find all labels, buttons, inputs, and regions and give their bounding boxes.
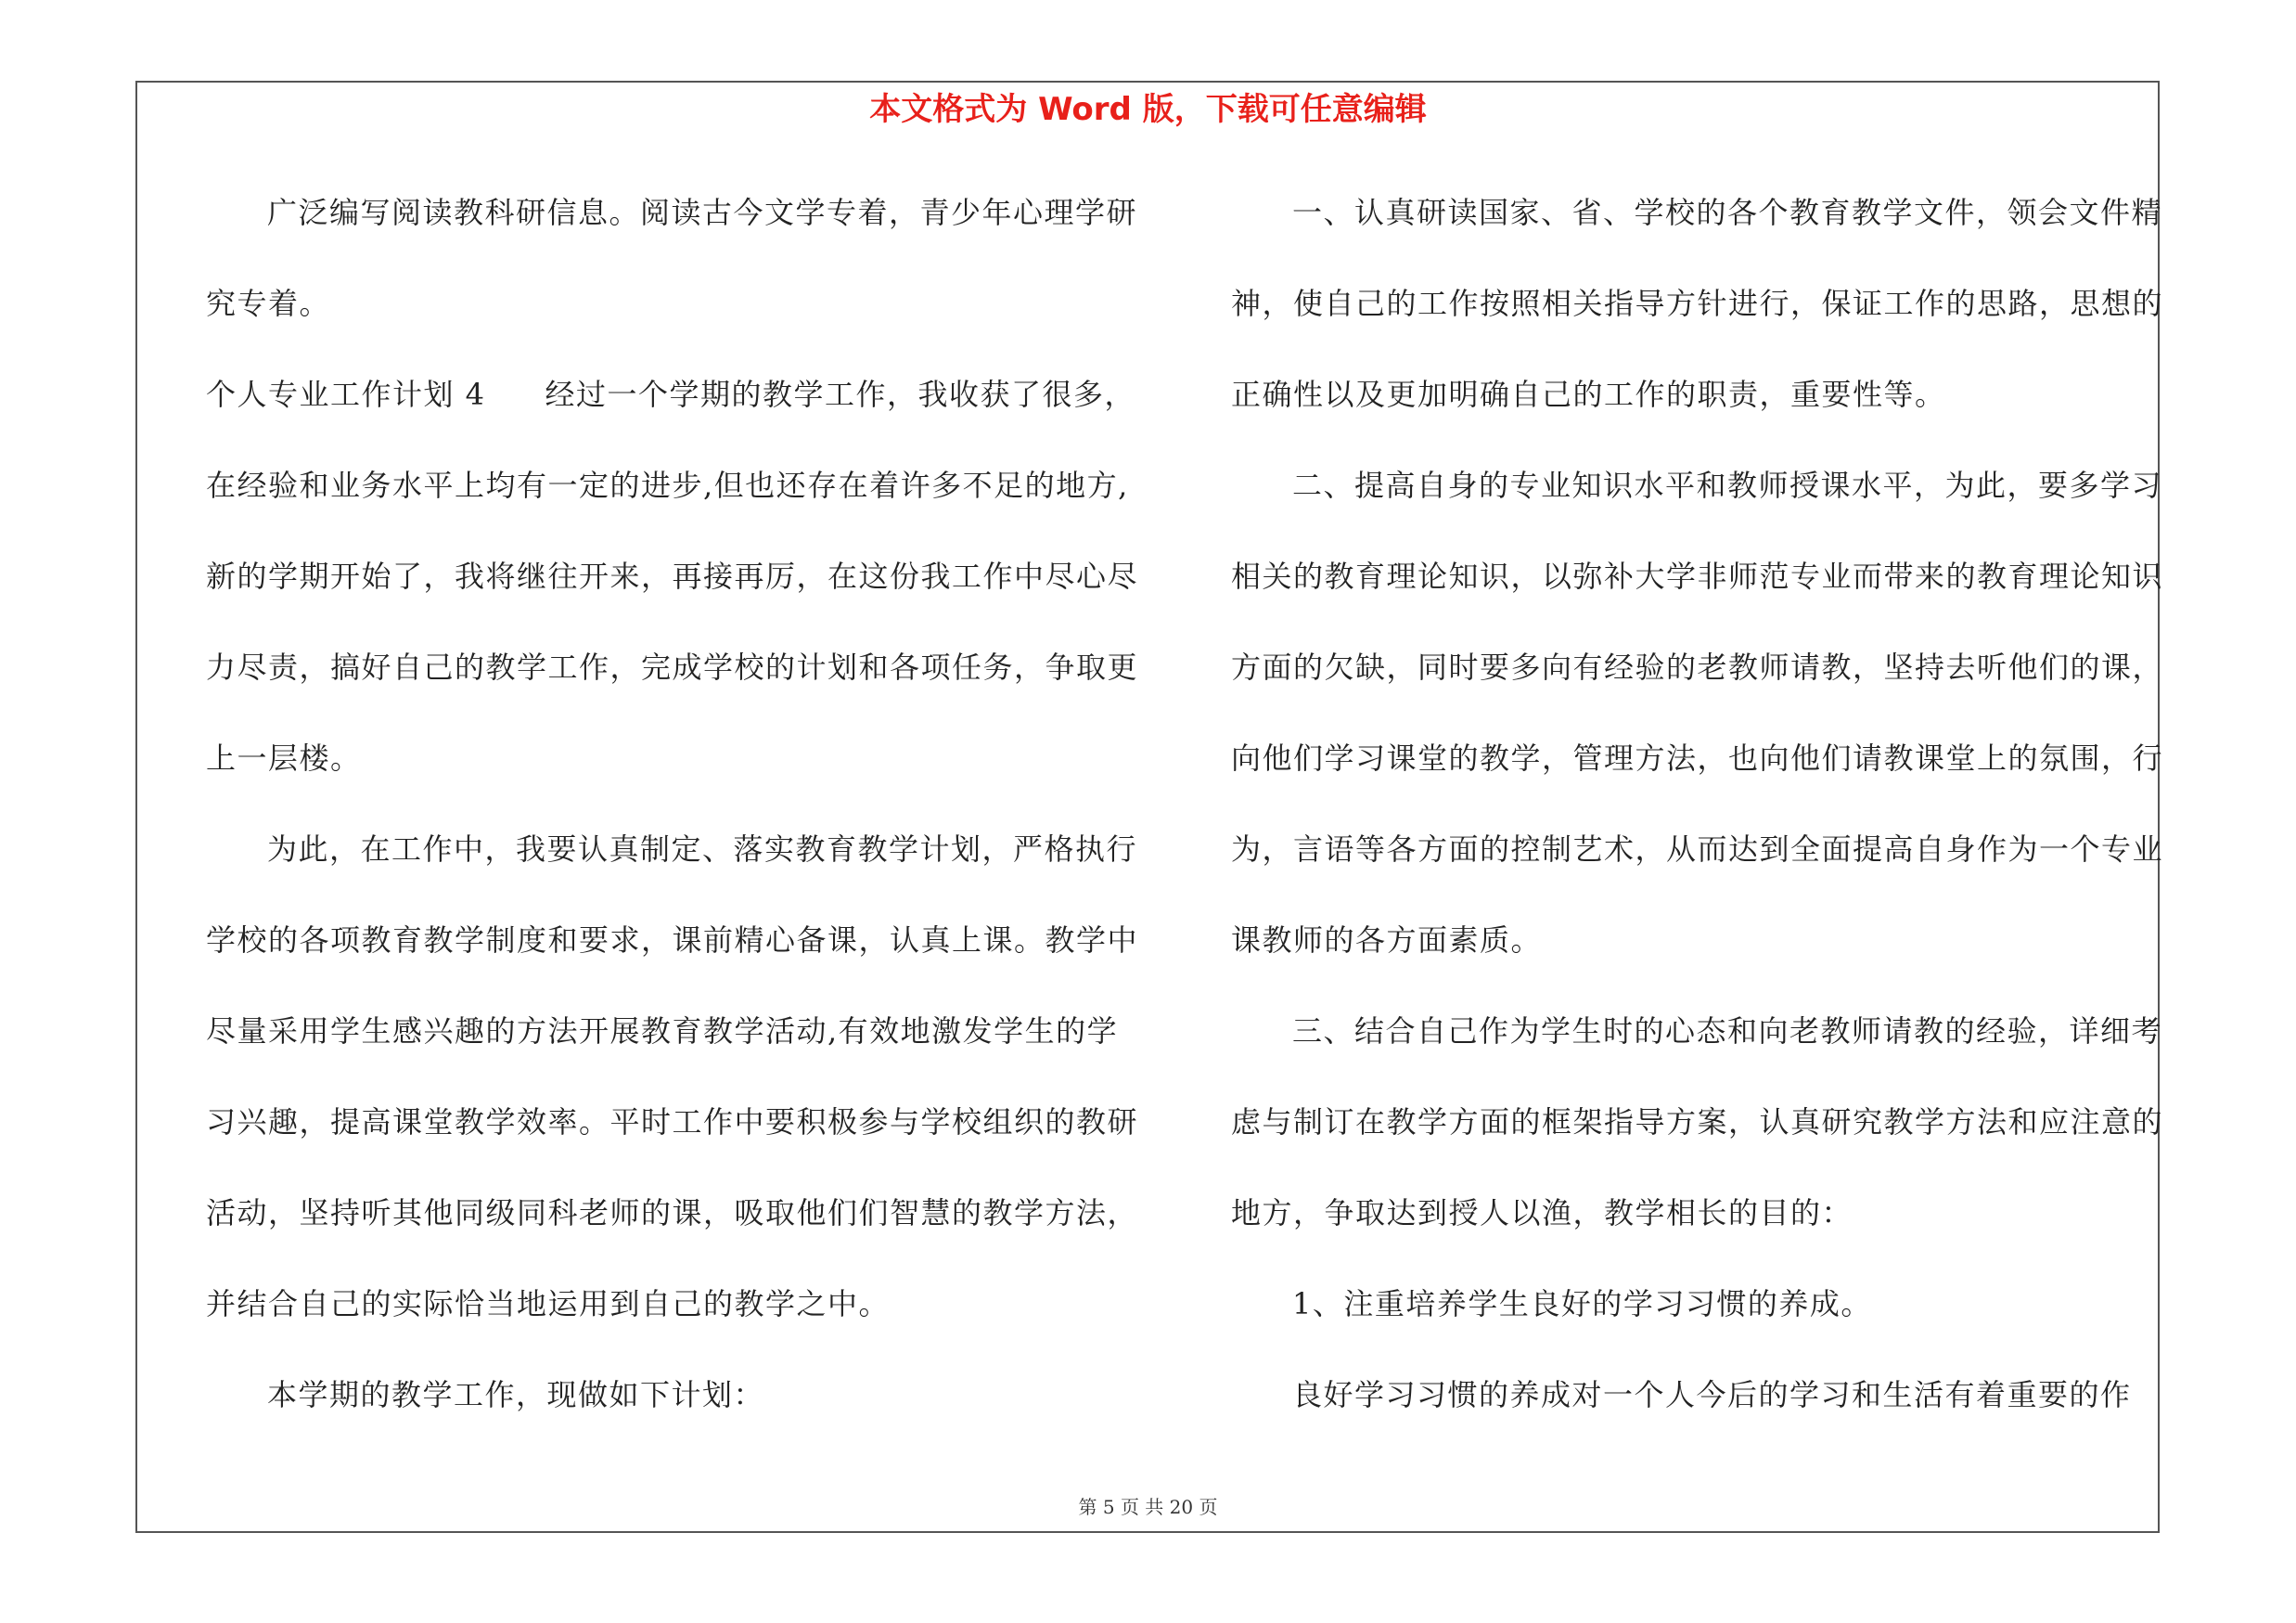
paragraph-line: 活动，坚持听其他同级同科老师的课，吸取他们们智慧的教学方法， <box>206 1195 1139 1230</box>
paragraph-line: 习兴趣，提高课堂教学效率。平时工作中要积极参与学校组织的教研 <box>206 1104 1139 1140</box>
paragraph-line: 虑与制订在教学方面的框架指导方案，认真研究教学方法和应注意的 <box>1231 1104 2164 1140</box>
paragraph-line: 本学期的教学工作，现做如下计划： <box>267 1377 765 1412</box>
paragraph-line: 为此，在工作中，我要认真制定、落实教育教学计划，严格执行 <box>267 831 1138 867</box>
paragraph-line: 方面的欠缺，同时要多向有经验的老教师请教，坚持去听他们的课， <box>1231 650 2164 685</box>
paragraph-line: 新的学期开始了，我将继往开来，再接再厉，在这份我工作中尽心尽 <box>206 559 1139 594</box>
paragraph-line: 究专着。 <box>206 286 331 321</box>
paragraph-line: 相关的教育理论知识，以弥补大学非师范专业而带来的教育理论知识 <box>1231 559 2164 594</box>
right-column <box>1231 183 2163 1456</box>
paragraph-line: 尽量采用学生感兴趣的方法开展教育教学活动,有效地激发学生的学 <box>206 1013 1119 1049</box>
paragraph-line: 良好学习习惯的养成对一个人今后的学习和生活有着重要的作 <box>1292 1377 2132 1412</box>
paragraph-line: 学校的各项教育教学制度和要求，课前精心备课，认真上课。教学中 <box>206 922 1139 958</box>
left-column <box>206 183 1139 1456</box>
paragraph-line: 课教师的各方面素质。 <box>1231 922 1543 958</box>
section-heading: 个人专业工作计划 4 <box>206 377 486 412</box>
page-number: 第 5 页 共 20 页 <box>1078 1496 1218 1518</box>
paragraph-line: 三、结合自己作为学生时的心态和向老教师请教的经验，详细考 <box>1292 1013 2163 1049</box>
paragraph-line: 地方，争取达到授人以渔，教学相长的目的： <box>1231 1195 1853 1230</box>
paragraph-line: 1、注重培养学生良好的学习习惯的养成。 <box>1292 1286 1872 1321</box>
paragraph-line: 在经验和业务水平上均有一定的进步,但也还存在着许多不足的地方, <box>206 468 1129 503</box>
paragraph-line <box>206 365 1134 456</box>
paragraph-line: 广泛编写阅读教科研信息。阅读古今文学专着，青少年心理学研 <box>267 195 1138 230</box>
paragraph-line: 为，言语等各方面的控制艺术，从而达到全面提高自身作为一个专业 <box>1231 831 2164 867</box>
paragraph-line: 向他们学习课堂的教学，管理方法，也向他们请教课堂上的氛围，行 <box>1231 741 2164 776</box>
paragraph-text: 经过一个学期的教学工作，我收获了很多， <box>545 377 1136 412</box>
paragraph-line: 上一层楼。 <box>206 741 362 776</box>
word-format-banner: 本文格式为 Word 版，下载可任意编辑 <box>869 91 1427 128</box>
paragraph-line: 一、认真研读国家、省、学校的各个教育教学文件，领会文件精 <box>1292 195 2163 230</box>
paragraph-line: 神，使自己的工作按照相关指导方针进行，保证工作的思路，思想的 <box>1231 286 2164 321</box>
paragraph-line: 正确性以及更加明确自己的工作的职责，重要性等。 <box>1231 377 1946 412</box>
paragraph-line: 二、提高自身的专业知识水平和教师授课水平，为此，要多学习 <box>1292 468 2163 503</box>
paragraph-line: 力尽责，搞好自己的教学工作，完成学校的计划和各项任务，争取更 <box>206 650 1139 685</box>
paragraph-line: 并结合自己的实际恰当地运用到自己的教学之中。 <box>206 1286 891 1321</box>
